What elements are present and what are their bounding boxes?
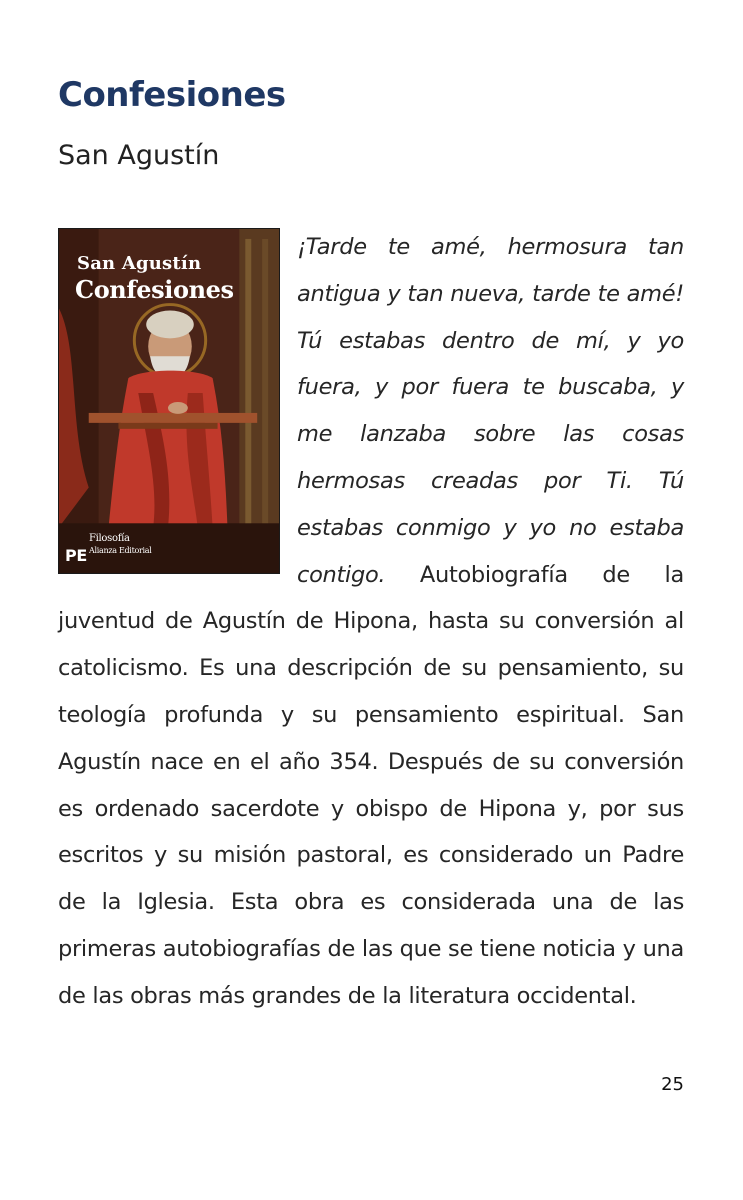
cover-publisher-text: Alianza Editorial [89,546,152,555]
page-number: 25 [661,1074,684,1095]
description-text: Autobiografía de la juventud de Agustín de Hipona, hasta su conversión al catolicismo. Es una descripción de su pensamiento, su teología profunda y su pensamiento espiritual. San Agustín nace en el año 354. Después de su conversión es ordenado sacerdote y obispo de Hipona y, por sus escritos y su misión pastoral, es considerado un Padre de la Iglesia. Esta obra es considerada una de las primeras autobiografías de las que se tiene noticia y una de las obras más grandes de la literatura occidental. [58,561,685,1009]
cover-collection-text: Filosofía [89,533,130,544]
book-cover-image [58,228,280,574]
cover-title-text: Confesiones [75,275,234,304]
publisher-logo: PE [65,546,88,565]
book-description [58,224,684,1020]
cover-author-text: San Agustín [77,253,202,274]
opening-quote: ¡Tarde te amé, hermosura tan antigua y tan nueva, tarde te amé! Tú estabas dentro de mí, y yo fuera, y por fuera te buscaba, y me lanzaba sobre las cosas hermosas creadas por Ti. Tú estabas conmigo y yo no estaba contigo. [297,234,684,588]
book-title: Confesiones [58,75,286,115]
book-author: San Agustín [58,140,220,171]
